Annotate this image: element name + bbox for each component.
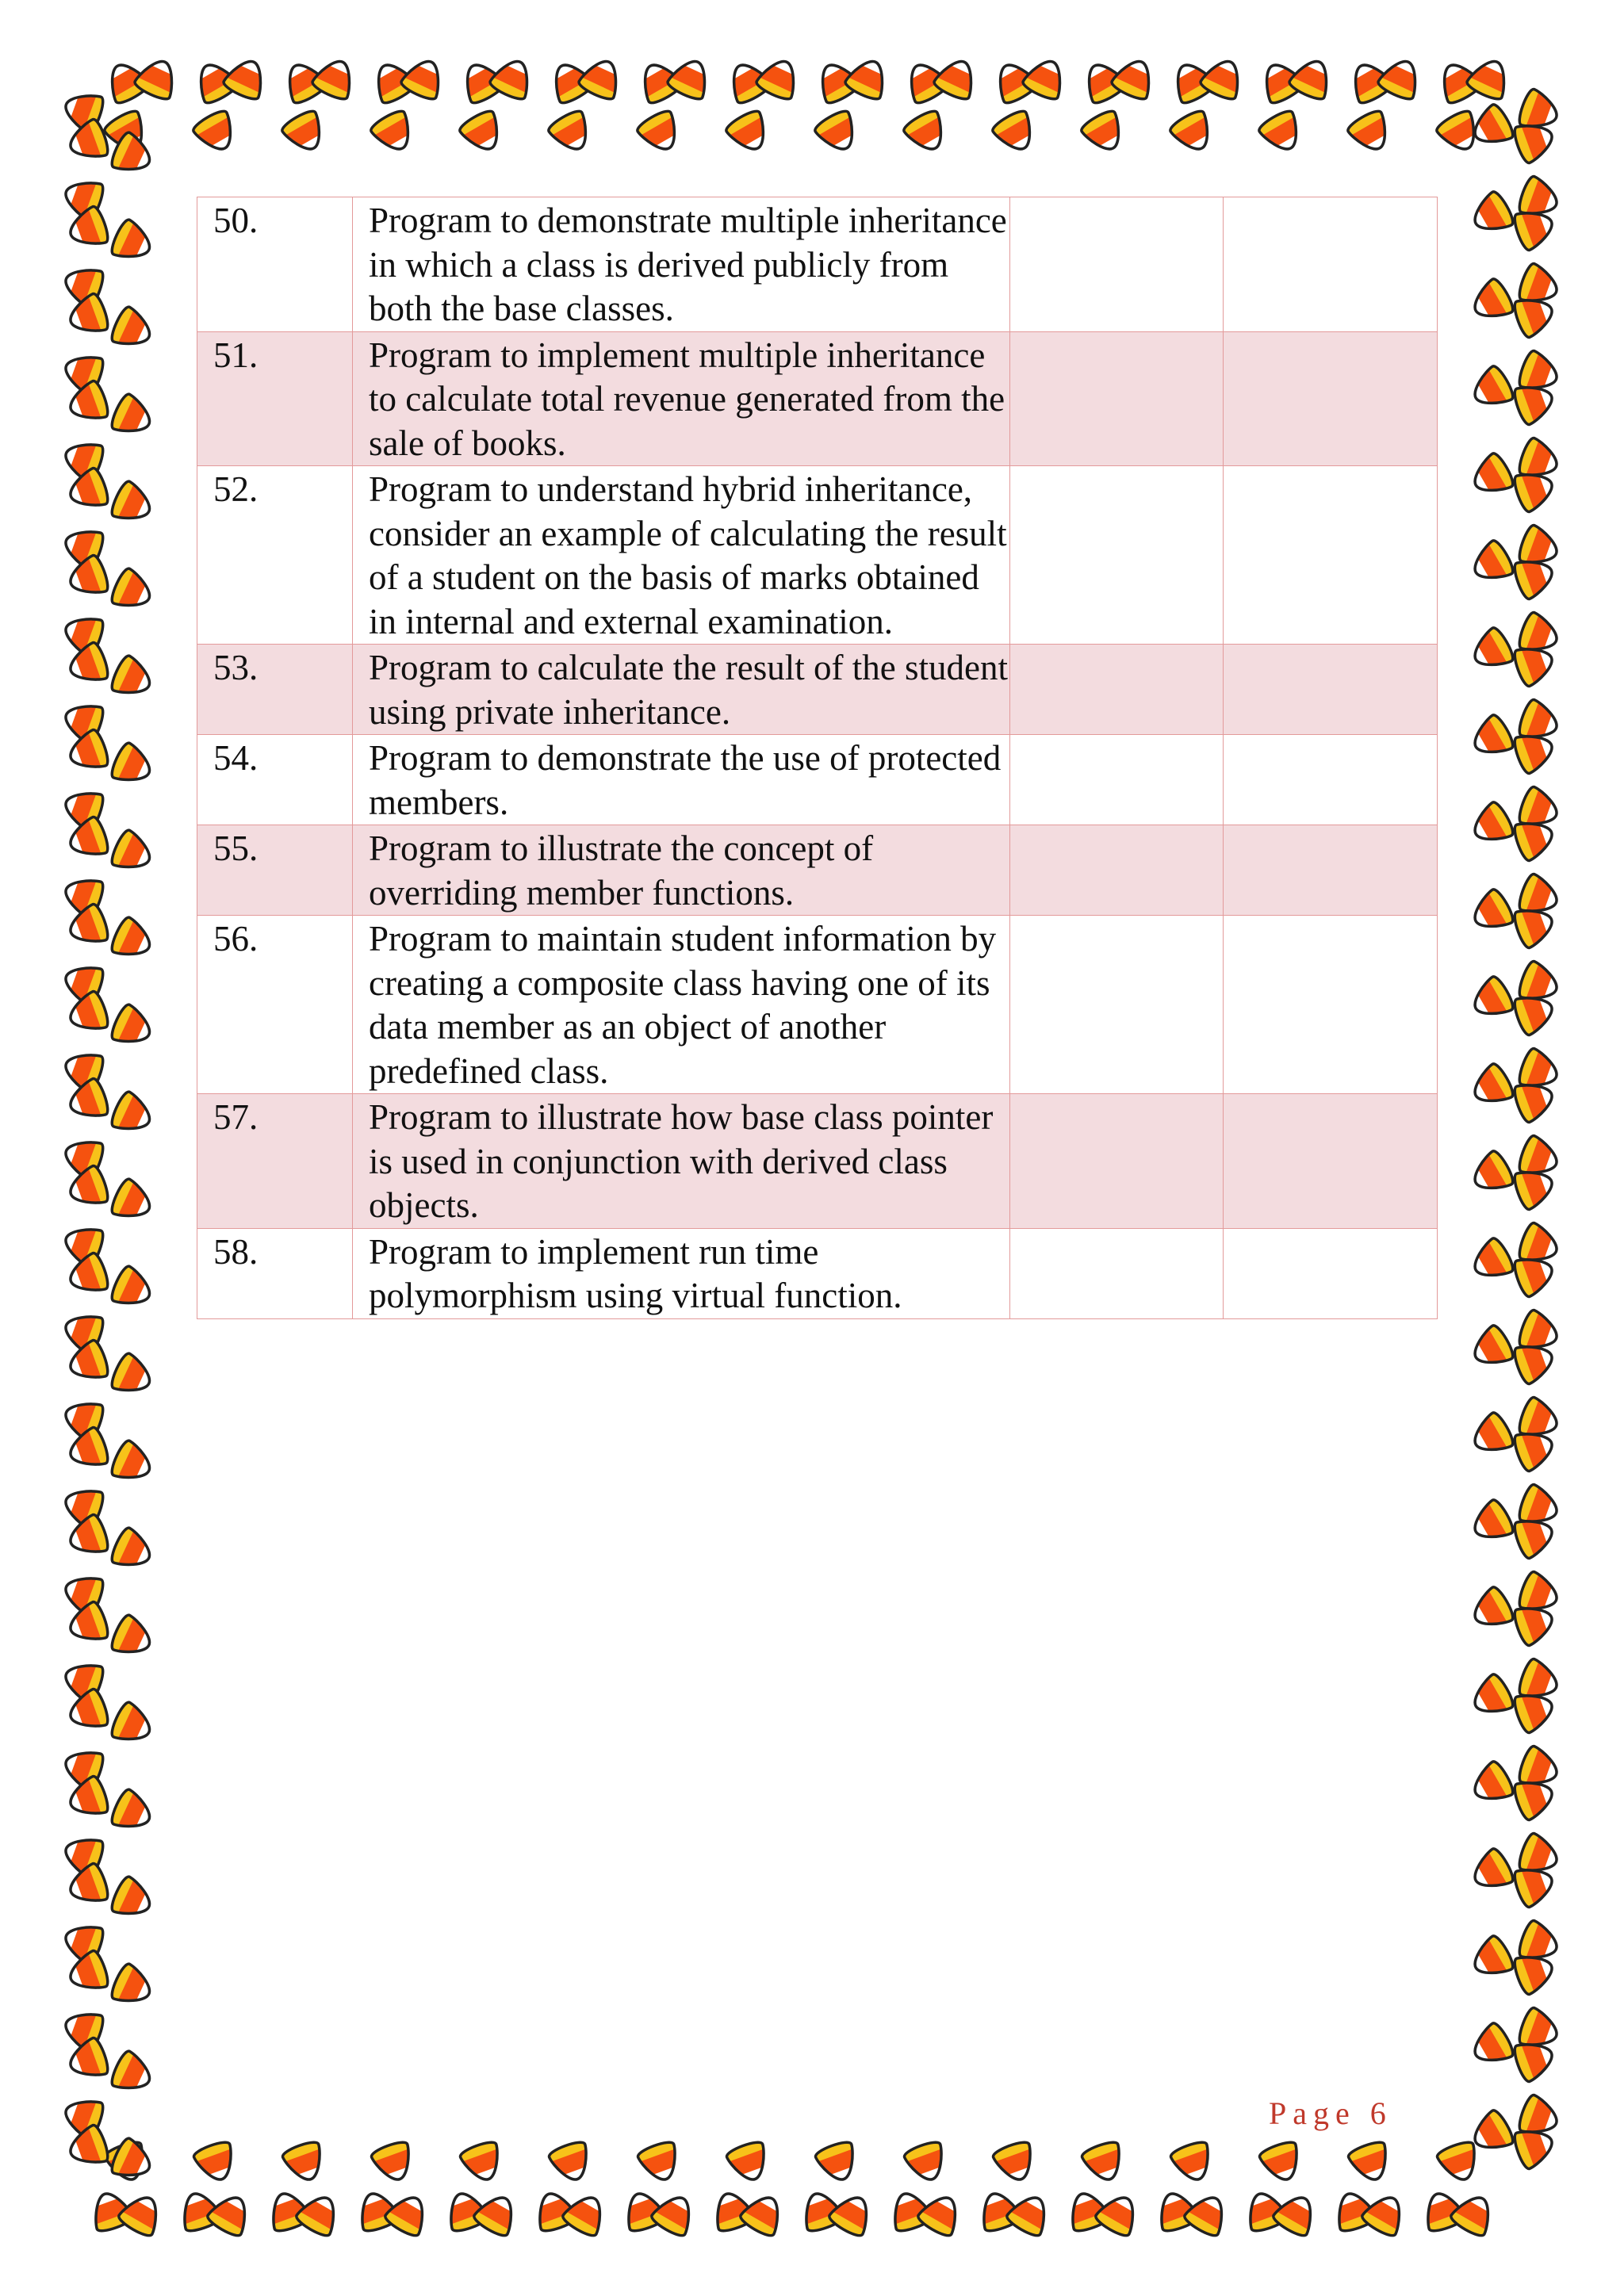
program-description: Program to implement run time polymorphism using virtual function. — [353, 1228, 1010, 1318]
program-number: 52. — [197, 466, 353, 645]
candy-corn-icon — [179, 92, 248, 164]
signature-cell — [1224, 197, 1438, 332]
program-number: 54. — [197, 735, 353, 825]
candy-corn-icon — [446, 92, 515, 164]
candy-corn-icon — [623, 92, 692, 164]
date-cell — [1010, 735, 1224, 825]
candy-corn-icon — [890, 92, 959, 164]
candy-corn-icon — [1248, 2123, 1312, 2191]
signature-cell — [1224, 645, 1438, 735]
date-cell — [1010, 197, 1224, 332]
signature-cell — [1224, 916, 1438, 1094]
program-description: Program to maintain student information by creating a composite class having one of its data member as an object of another predefined class. — [353, 916, 1010, 1094]
program-description: Program to demonstrate multiple inheritance in which a class is derived publicly from both the base classes. — [353, 197, 1010, 332]
candy-corn-icon — [360, 2123, 423, 2191]
table-row — [197, 1094, 1438, 1229]
page-number: Page 6 — [1269, 2095, 1392, 2131]
candy-corn-icon — [1334, 92, 1403, 164]
table-row — [197, 916, 1438, 1094]
program-number: 56. — [197, 916, 353, 1094]
candy-corn-icon — [182, 2123, 246, 2191]
candy-corn-icon — [1159, 2123, 1223, 2191]
candy-corn-icon — [979, 92, 1048, 164]
candy-corn-icon — [534, 92, 603, 164]
date-cell — [1010, 1228, 1224, 1318]
candy-corn-icon — [801, 92, 870, 164]
candy-corn-icon — [626, 2123, 690, 2191]
table-row — [197, 825, 1438, 916]
program-description: Program to illustrate the concept of overriding member functions. — [353, 825, 1010, 916]
program-number: 53. — [197, 645, 353, 735]
program-number: 51. — [197, 331, 353, 466]
table-row — [197, 735, 1438, 825]
program-description: Program to illustrate how base class pointer is used in conjunction with derived class objects. — [353, 1094, 1010, 1229]
date-cell — [1010, 825, 1224, 916]
table-row — [197, 197, 1438, 332]
candy-corn-icon — [538, 2123, 601, 2191]
table-row — [197, 1228, 1438, 1318]
program-table — [197, 197, 1438, 1319]
program-description: Program to calculate the result of the student using private inheritance. — [353, 645, 1010, 735]
candy-corn-icon — [1245, 92, 1314, 164]
candy-corn-icon — [893, 2123, 956, 2191]
table-row — [197, 645, 1438, 735]
candy-corn-icon — [715, 2123, 779, 2191]
signature-cell — [1224, 331, 1438, 466]
candy-corn-icon — [271, 2123, 335, 2191]
program-number: 55. — [197, 825, 353, 916]
candy-corn-icon — [982, 2123, 1045, 2191]
program-description: Program to understand hybrid inheritance, consider an example of calculating the result of a student on the basis of marks obtained in internal and external examination. — [353, 466, 1010, 645]
date-cell — [1010, 466, 1224, 645]
candy-corn-icon — [712, 92, 781, 164]
table-row — [197, 331, 1438, 466]
program-number: 58. — [197, 1228, 353, 1318]
program-number: 57. — [197, 1094, 353, 1229]
date-cell — [1010, 1094, 1224, 1229]
signature-cell — [1224, 1094, 1438, 1229]
signature-cell — [1224, 735, 1438, 825]
signature-cell — [1224, 825, 1438, 916]
candy-corn-icon — [357, 92, 426, 164]
date-cell — [1010, 645, 1224, 735]
program-description: Program to demonstrate the use of protected members. — [353, 735, 1010, 825]
candy-corn-icon — [268, 92, 337, 164]
program-description: Program to implement multiple inheritance to calculate total revenue generated from the sale of books. — [353, 331, 1010, 466]
signature-cell — [1224, 466, 1438, 645]
candy-corn-icon — [1337, 2123, 1400, 2191]
candy-corn-icon — [449, 2123, 512, 2191]
candy-corn-icon — [804, 2123, 868, 2191]
candy-corn-icon — [1156, 92, 1225, 164]
signature-cell — [1224, 1228, 1438, 1318]
candy-corn-icon — [1067, 92, 1136, 164]
date-cell — [1010, 916, 1224, 1094]
candy-corn-icon — [1071, 2123, 1134, 2191]
table-row — [197, 466, 1438, 645]
program-number: 50. — [197, 197, 353, 332]
date-cell — [1010, 331, 1224, 466]
